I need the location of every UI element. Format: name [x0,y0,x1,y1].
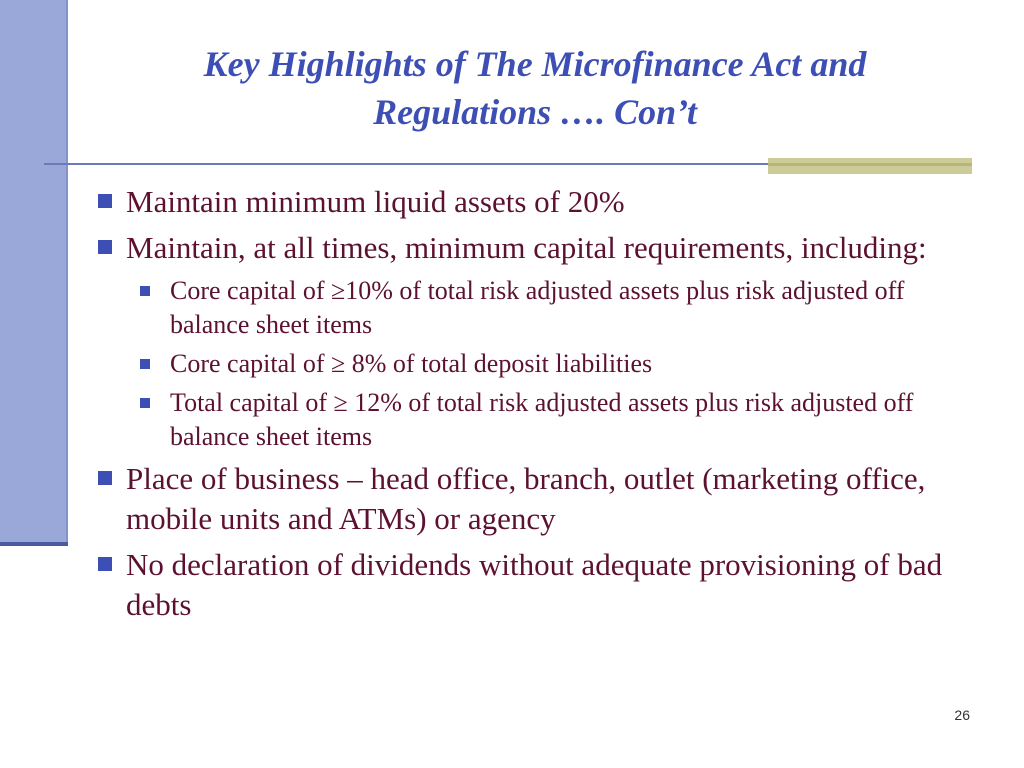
title-line-2: Regulations …. Con’t [373,92,697,132]
left-bar-border [66,0,68,544]
bullet-text: No declaration of dividends without adequate provisioning of bad debts [126,547,943,622]
bullet-list [98,182,978,631]
page-number: 26 [954,707,970,723]
bullet-item [98,545,978,625]
bullet-text: Maintain minimum liquid assets of 20% [126,184,625,219]
sub-bullet-item [140,274,978,342]
square-bullet-icon [140,398,150,408]
bullet-item [98,228,978,268]
square-bullet-icon [140,359,150,369]
square-bullet-icon [140,286,150,296]
bullet-item [98,459,978,539]
square-bullet-icon [98,471,112,485]
sub-bullet-item [140,347,978,381]
sub-bullet-text: Core capital of ≥ 8% of total deposit liabilities [170,349,653,378]
title-line-1: Key Highlights of The Microfinance Act and [203,44,867,84]
square-bullet-icon [98,557,112,571]
sub-bullet-item [140,386,978,454]
slide-title [100,40,970,136]
sub-bullet-text: Core capital of ≥10% of total risk adjusted assets plus risk adjusted off balance sheet items [170,276,905,339]
accent-bar [768,158,972,174]
square-bullet-icon [98,194,112,208]
title-divider [44,163,768,165]
left-decorative-bar [0,0,68,544]
sub-bullet-text: Total capital of ≥ 12% of total risk adjusted assets plus risk adjusted off balance sheet items [170,388,914,451]
left-bar-bottom-edge [0,542,68,546]
accent-bar-line [768,163,972,166]
bullet-text: Place of business – head office, branch, outlet (marketing office, mobile units and ATMs) or agency [126,461,926,536]
square-bullet-icon [98,240,112,254]
bullet-text: Maintain, at all times, minimum capital requirements, including: [126,230,927,265]
bullet-item [98,182,978,222]
